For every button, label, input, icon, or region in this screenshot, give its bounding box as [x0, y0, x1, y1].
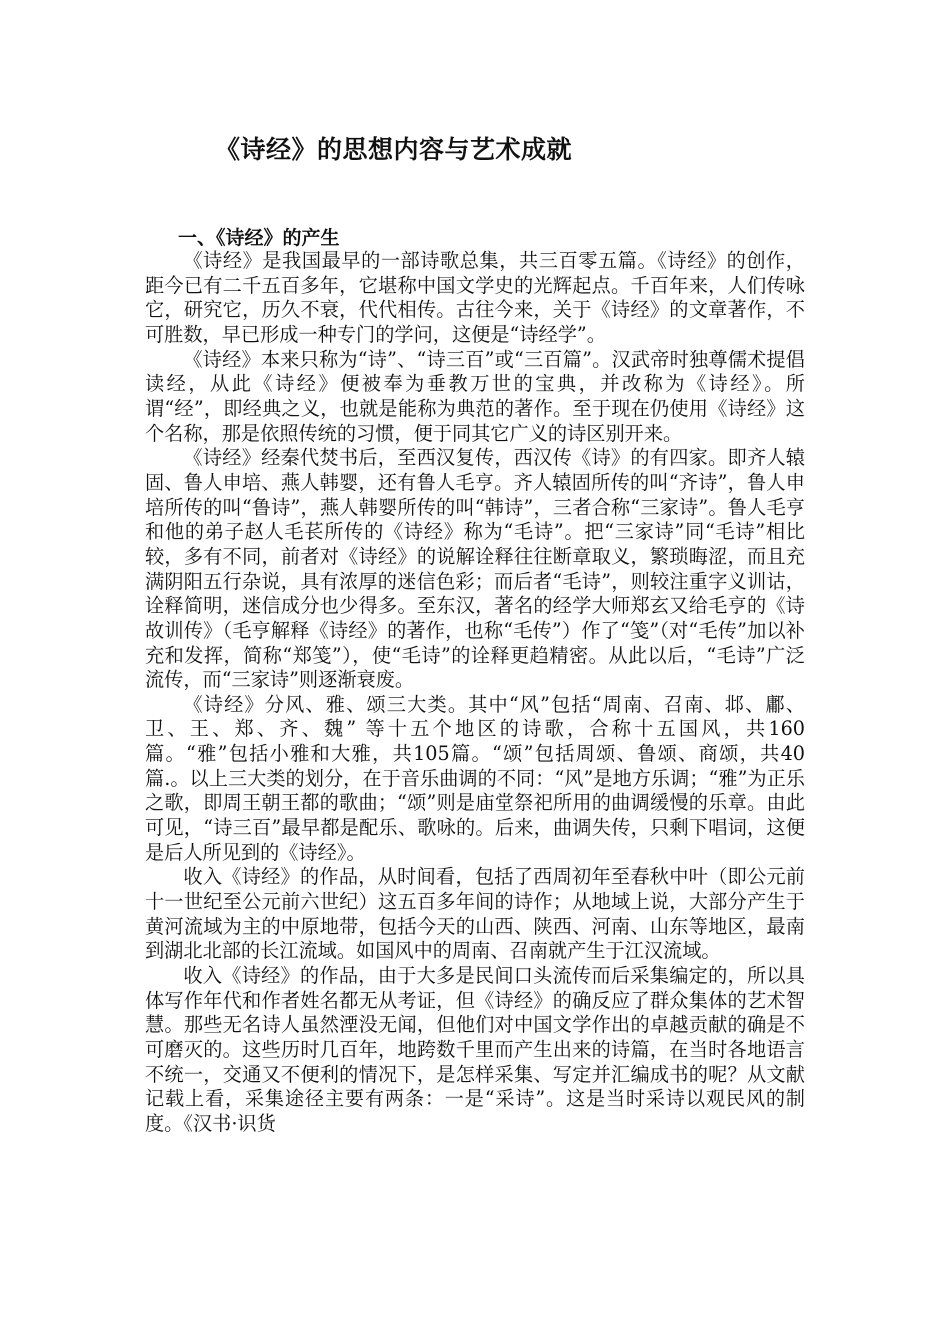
paragraph-5: 收入《诗经》的作品，从时间看，包括了西周初年至春秋中叶（即公元前十一世纪至公元前六世纪）这五百多年间的诗作；从地域上说，大部分产生于黄河流域为主的中原地带，包括今天的山西、陕西、河南、山东等地区，最南到湖北北部的长江流域。如国风中的周南、召南就产生于江汉流域。: [145, 865, 805, 963]
paragraph-4: 《诗经》分风、雅、颂三大类。其中“风”包括“周南、召南、邶、鄘、卫、王、郑、齐、魏” 等十五个地区的诗歌，合称十五国风，共160篇。“雅”包括小雅和大雅，共105篇。“颂”包括周颂、鲁颂、商颂，共40篇.。以上三大类的划分，在于音乐曲调的不同：“风”是地方乐调；“雅”为正乐之歌，即周王朝王都的歌曲；“颂”则是庙堂祭祀所用的曲调缓慢的乐章。由此可见，“诗三百”最早都是配乐、歌咏的。后来，曲调失传，只剩下唱词，这便是后人所见到的《诗经》。: [145, 692, 805, 864]
body-text: [145, 249, 805, 1137]
paragraph-6: 收入《诗经》的作品，由于大多是民间口头流传而后采集编定的，所以具体写作年代和作者姓名都无从考证，但《诗经》的确反应了群众集体的艺术智慧。那些无名诗人虽然湮没无闻，但他们对中国文学作出的卓越贡献的确是不可磨灭的。这些历时几百年，地跨数千里而产生出来的诗篇，在当时各地语言不统一，交通又不便利的情况下，是怎样采集、写定并汇编成书的呢？从文献记载上看，采集途径主要有两条：一是“采诗”。这是当时采诗以观民风的制度。《汉书·识货: [145, 964, 805, 1135]
paragraph-3: 《诗经》经秦代焚书后，至西汉复传，西汉传《诗》的有四家。即齐人辕固、鲁人申培、燕人韩婴，还有鲁人毛亨。齐人辕固所传的叫“齐诗”，鲁人申培所传的叫“鲁诗”，燕人韩婴所传的叫“韩诗”，三者合称“三家诗”。鲁人毛亨和他的弟子赵人毛苌所传的《诗经》称为“毛诗”。把“三家诗”同“毛诗”相比较，多有不同，前者对《诗经》的说解诠释往往断章取义，繁琐晦涩，而且充满阴阳五行杂说，具有浓厚的迷信色彩；而后者“毛诗”，则较注重字义训诂，诠释简明，迷信成分也少得多。至东汉，著名的经学大师郑玄又给毛亨的《诗故训传》（毛亨解释《诗经》的著作，也称“毛传”）作了“笺”（对“毛传”加以补充和发挥，简称“郑笺”），使“毛诗”的诠释更趋精密。从此以后，“毛诗”广泛流传，而“三家诗”则逐渐衰废。: [145, 446, 805, 692]
paragraph-2: 《诗经》本来只称为“诗”、“诗三百”或“三百篇”。汉武帝时独尊儒术提倡读经，从此《诗经》便被奉为垂教万世的宝典，并改称为《诗经》。所谓“经”，即经典之义，也就是能称为典范的著作。至于现在仍使用《诗经》这个名称，那是依照传统的习惯，便于同其它广义的诗区别开来。: [145, 347, 805, 445]
section-heading: 一、《诗经》的产生: [178, 227, 340, 249]
paragraph-1: 《诗经》是我国最早的一部诗歌总集，共三百零五篇。《诗经》的创作，距今已有二千五百多年，它堪称中国文学史的光辉起点。千百年来，人们传咏它，研究它，历久不衰，代代相传。古往今来，关于《诗经》的文章著作，不可胜数，早已形成一种专门的学问，这便是“诗经学”。: [145, 249, 805, 346]
document-title: 《诗经》的思想内容与艺术成就: [215, 135, 573, 164]
